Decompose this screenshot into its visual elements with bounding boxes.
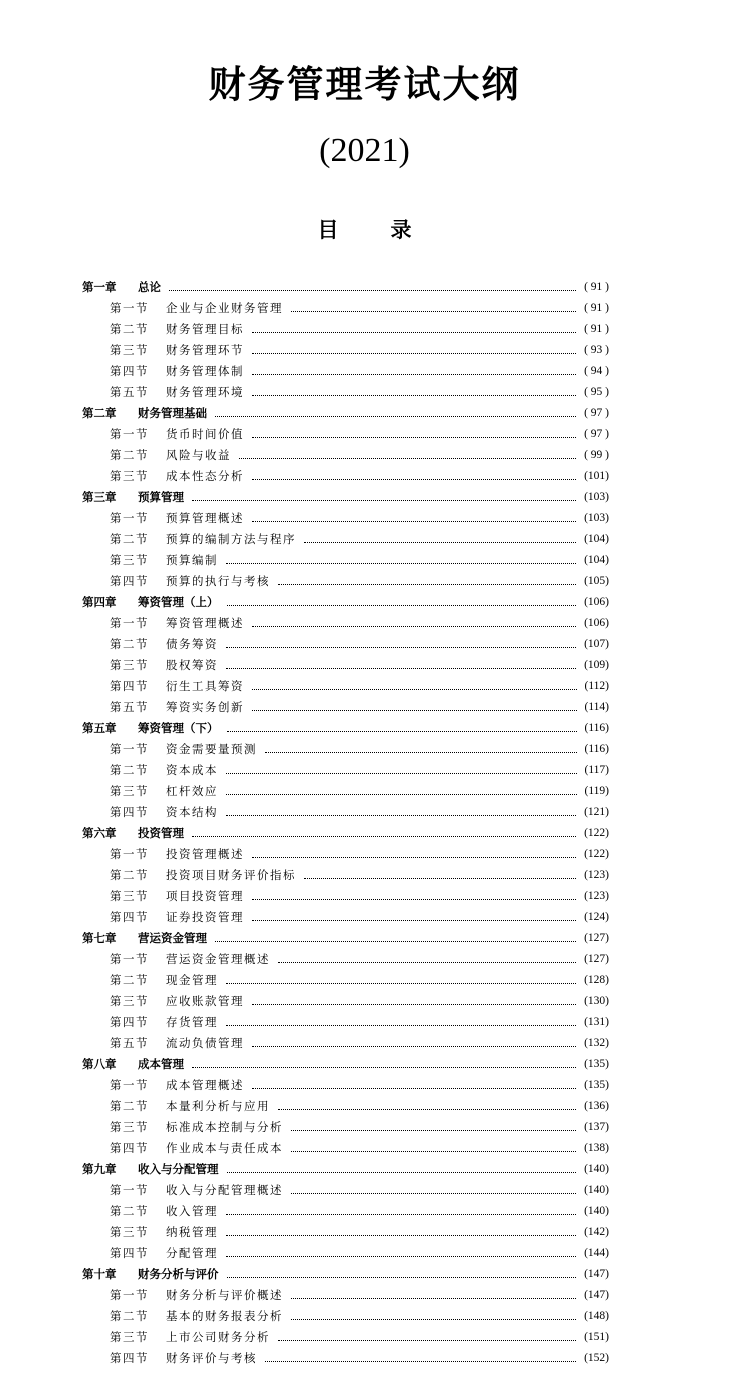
chapter-title: 财务管理基础 xyxy=(138,406,207,420)
toc-section-entry xyxy=(82,1033,609,1054)
toc-section-entry xyxy=(82,907,609,928)
page-number: (140) xyxy=(584,1163,609,1175)
toc-section-entry xyxy=(82,1243,609,1264)
dot-leader xyxy=(252,625,576,627)
dot-leader xyxy=(226,646,576,648)
dot-leader xyxy=(192,835,576,837)
section-number: 第五节 xyxy=(110,700,149,714)
page-number: (147) xyxy=(584,1289,609,1301)
chapter-title: 总论 xyxy=(138,280,161,294)
section-title: 投资管理概述 xyxy=(166,847,244,861)
dot-leader xyxy=(252,1087,576,1089)
section-number: 第四节 xyxy=(110,1246,149,1260)
section-title: 现金管理 xyxy=(166,973,218,987)
dot-leader xyxy=(252,436,576,438)
section-title: 预算的执行与考核 xyxy=(166,574,270,588)
dot-leader xyxy=(226,1234,576,1236)
section-number: 第四节 xyxy=(110,1351,149,1365)
page-number: (148) xyxy=(584,1310,609,1322)
chapter-number: 第六章 xyxy=(82,826,117,840)
page-number: (105) xyxy=(584,575,609,587)
dot-leader xyxy=(291,1150,576,1152)
page-number: (104) xyxy=(584,554,609,566)
section-number: 第一节 xyxy=(110,1288,149,1302)
page-number: (152) xyxy=(584,1352,609,1364)
section-title: 投资项目财务评价指标 xyxy=(166,868,296,882)
section-title: 成本性态分析 xyxy=(166,469,244,483)
page-number: (122) xyxy=(584,848,609,860)
page-number: ( 97 ) xyxy=(584,407,609,419)
page-number: (127) xyxy=(584,932,609,944)
section-number: 第四节 xyxy=(110,364,149,378)
page-number: (123) xyxy=(584,890,609,902)
toc-section-entry xyxy=(82,382,609,403)
toc-section-entry xyxy=(82,802,609,823)
section-title: 本量利分析与应用 xyxy=(166,1099,270,1113)
page-number: (147) xyxy=(584,1268,609,1280)
page-number: (103) xyxy=(584,512,609,524)
section-number: 第一节 xyxy=(110,511,149,525)
toc-section-entry xyxy=(82,991,609,1012)
toc-section-entry xyxy=(82,970,609,991)
dot-leader xyxy=(226,982,576,984)
toc-section-entry xyxy=(82,1138,609,1159)
section-title: 应收账款管理 xyxy=(166,994,244,1008)
toc-section-entry xyxy=(82,739,609,760)
section-number: 第一节 xyxy=(110,952,149,966)
page-number: (128) xyxy=(584,974,609,986)
section-title: 纳税管理 xyxy=(166,1225,218,1239)
section-title: 流动负债管理 xyxy=(166,1036,244,1050)
section-number: 第三节 xyxy=(110,1120,149,1134)
section-title: 财务管理环境 xyxy=(166,385,244,399)
section-number: 第三节 xyxy=(110,469,149,483)
toc-section-entry xyxy=(82,508,609,529)
toc-section-entry xyxy=(82,1327,609,1348)
toc-section-entry xyxy=(82,550,609,571)
chapter-number: 第八章 xyxy=(82,1057,117,1071)
page-number: (123) xyxy=(584,869,609,881)
toc-heading-char-1: 目 xyxy=(317,218,339,242)
section-number: 第二节 xyxy=(110,1204,149,1218)
page-number: (122) xyxy=(584,827,609,839)
dot-leader xyxy=(291,1297,576,1299)
page-number: (127) xyxy=(584,953,609,965)
dot-leader xyxy=(278,961,576,963)
section-number: 第四节 xyxy=(110,1141,149,1155)
section-number: 第一节 xyxy=(110,742,149,756)
dot-leader xyxy=(252,352,576,354)
toc-chapter-entry xyxy=(82,403,609,424)
toc-section-entry xyxy=(82,844,609,865)
page-number: ( 99 ) xyxy=(584,449,609,461)
section-number: 第三节 xyxy=(110,889,149,903)
dot-leader xyxy=(291,1129,576,1131)
section-title: 财务管理目标 xyxy=(166,322,244,336)
toc-section-entry xyxy=(82,1222,609,1243)
toc-section-entry xyxy=(82,949,609,970)
section-number: 第二节 xyxy=(110,1099,149,1113)
page-number: (109) xyxy=(584,659,609,671)
toc-chapter-entry xyxy=(82,823,609,844)
dot-leader xyxy=(226,667,576,669)
section-number: 第四节 xyxy=(110,574,149,588)
page-number: (135) xyxy=(584,1058,609,1070)
toc-section-entry xyxy=(82,1012,609,1033)
section-title: 风险与收益 xyxy=(166,448,231,462)
chapter-number: 第二章 xyxy=(82,406,117,420)
page-number: (135) xyxy=(584,1079,609,1091)
toc-section-entry xyxy=(82,1348,609,1369)
dot-leader xyxy=(252,709,577,711)
section-title: 营运资金管理概述 xyxy=(166,952,270,966)
table-of-contents xyxy=(82,277,609,1369)
chapter-number: 第四章 xyxy=(82,595,117,609)
dot-leader xyxy=(215,415,576,417)
dot-leader xyxy=(252,373,576,375)
toc-section-entry xyxy=(82,361,609,382)
chapter-number: 第十章 xyxy=(82,1267,117,1281)
dot-leader xyxy=(304,541,576,543)
toc-chapter-entry xyxy=(82,928,609,949)
section-number: 第三节 xyxy=(110,658,149,672)
chapter-number: 第七章 xyxy=(82,931,117,945)
page-number: ( 93 ) xyxy=(584,344,609,356)
dot-leader xyxy=(226,1213,576,1215)
toc-section-entry xyxy=(82,1201,609,1222)
toc-section-entry xyxy=(82,613,609,634)
section-title: 股权筹资 xyxy=(166,658,218,672)
chapter-title: 财务分析与评价 xyxy=(138,1267,219,1281)
section-number: 第三节 xyxy=(110,553,149,567)
page-number: ( 91 ) xyxy=(584,302,609,314)
section-number: 第五节 xyxy=(110,1036,149,1050)
page-number: (107) xyxy=(584,638,609,650)
section-number: 第二节 xyxy=(110,532,149,546)
toc-section-entry xyxy=(82,781,609,802)
dot-leader xyxy=(291,310,576,312)
toc-chapter-entry xyxy=(82,1054,609,1075)
section-number: 第一节 xyxy=(110,1183,149,1197)
section-number: 第二节 xyxy=(110,868,149,882)
page-number: ( 95 ) xyxy=(584,386,609,398)
section-title: 财务分析与评价概述 xyxy=(166,1288,283,1302)
chapter-title: 收入与分配管理 xyxy=(138,1162,219,1176)
dot-leader xyxy=(252,394,576,396)
dot-leader xyxy=(169,289,576,291)
section-title: 项目投资管理 xyxy=(166,889,244,903)
dot-leader xyxy=(252,919,576,921)
section-title: 企业与企业财务管理 xyxy=(166,301,283,315)
toc-section-entry xyxy=(82,676,609,697)
toc-section-entry xyxy=(82,1306,609,1327)
chapter-title: 投资管理 xyxy=(138,826,184,840)
dot-leader xyxy=(227,1276,577,1278)
section-title: 财务管理环节 xyxy=(166,343,244,357)
page-number: (142) xyxy=(584,1226,609,1238)
dot-leader xyxy=(291,1318,576,1320)
dot-leader xyxy=(278,1339,576,1341)
toc-section-entry xyxy=(82,1075,609,1096)
section-title: 财务评价与考核 xyxy=(166,1351,257,1365)
page-number: (131) xyxy=(584,1016,609,1028)
toc-section-entry xyxy=(82,424,609,445)
section-title: 衍生工具筹资 xyxy=(166,679,244,693)
dot-leader xyxy=(252,520,576,522)
page-number: (124) xyxy=(584,911,609,923)
toc-section-entry xyxy=(82,634,609,655)
dot-leader xyxy=(252,688,577,690)
dot-leader xyxy=(252,478,576,480)
section-title: 杠杆效应 xyxy=(166,784,218,798)
section-title: 筹资管理概述 xyxy=(166,616,244,630)
document-title: 财务管理考试大纲 xyxy=(208,62,521,106)
section-title: 预算管理概述 xyxy=(166,511,244,525)
section-number: 第二节 xyxy=(110,973,149,987)
section-number: 第四节 xyxy=(110,1015,149,1029)
toc-section-entry xyxy=(82,697,609,718)
dot-leader xyxy=(265,1360,576,1362)
dot-leader xyxy=(226,562,576,564)
dot-leader xyxy=(227,730,577,732)
dot-leader xyxy=(227,1171,577,1173)
toc-section-entry xyxy=(82,886,609,907)
toc-section-entry xyxy=(82,298,609,319)
chapter-number: 第一章 xyxy=(82,280,117,294)
section-number: 第二节 xyxy=(110,763,149,777)
page-number: (140) xyxy=(584,1184,609,1196)
toc-heading-char-2: 录 xyxy=(390,218,412,242)
page-number: (121) xyxy=(584,806,609,818)
section-number: 第三节 xyxy=(110,994,149,1008)
section-number: 第三节 xyxy=(110,1330,149,1344)
page-number: ( 91 ) xyxy=(584,323,609,335)
dot-leader xyxy=(226,1255,576,1257)
toc-chapter-entry xyxy=(82,1159,609,1180)
page-number: (140) xyxy=(584,1205,609,1217)
section-number: 第一节 xyxy=(110,427,149,441)
dot-leader xyxy=(252,331,576,333)
section-title: 作业成本与责任成本 xyxy=(166,1141,283,1155)
section-number: 第二节 xyxy=(110,1309,149,1323)
page-number: (101) xyxy=(584,470,609,482)
chapter-number: 第九章 xyxy=(82,1162,117,1176)
dot-leader xyxy=(192,499,576,501)
toc-chapter-entry xyxy=(82,277,609,298)
toc-section-entry xyxy=(82,1285,609,1306)
toc-chapter-entry xyxy=(82,592,609,613)
toc-section-entry xyxy=(82,319,609,340)
dot-leader xyxy=(265,751,577,753)
dot-leader xyxy=(215,940,576,942)
section-title: 预算的编制方法与程序 xyxy=(166,532,296,546)
section-number: 第二节 xyxy=(110,322,149,336)
section-title: 收入管理 xyxy=(166,1204,218,1218)
section-title: 财务管理体制 xyxy=(166,364,244,378)
chapter-title: 成本管理 xyxy=(138,1057,184,1071)
toc-section-entry xyxy=(82,529,609,550)
dot-leader xyxy=(226,772,577,774)
section-title: 上市公司财务分析 xyxy=(166,1330,270,1344)
page-number: (130) xyxy=(584,995,609,1007)
page-number: (116) xyxy=(584,722,609,734)
section-number: 第一节 xyxy=(110,847,149,861)
page-number: (103) xyxy=(584,491,609,503)
toc-section-entry xyxy=(82,655,609,676)
page-number: ( 97 ) xyxy=(584,428,609,440)
toc-section-entry xyxy=(82,760,609,781)
section-number: 第二节 xyxy=(110,448,149,462)
page-number: ( 91 ) xyxy=(584,281,609,293)
page-number: (117) xyxy=(584,764,609,776)
section-number: 第一节 xyxy=(110,301,149,315)
toc-section-entry xyxy=(82,1180,609,1201)
chapter-title: 预算管理 xyxy=(138,490,184,504)
toc-chapter-entry xyxy=(82,718,609,739)
section-number: 第三节 xyxy=(110,1225,149,1239)
toc-heading xyxy=(0,214,729,246)
section-number: 第二节 xyxy=(110,637,149,651)
toc-section-entry xyxy=(82,445,609,466)
section-number: 第三节 xyxy=(110,784,149,798)
dot-leader xyxy=(226,793,577,795)
page-number: (132) xyxy=(584,1037,609,1049)
section-number: 第四节 xyxy=(110,910,149,924)
page-number: (112) xyxy=(584,680,609,692)
dot-leader xyxy=(227,604,577,606)
section-title: 债务筹资 xyxy=(166,637,218,651)
page-number: (116) xyxy=(584,743,609,755)
section-title: 资本成本 xyxy=(166,763,218,777)
section-number: 第四节 xyxy=(110,805,149,819)
page-number: (137) xyxy=(584,1121,609,1133)
section-title: 资本结构 xyxy=(166,805,218,819)
section-number: 第一节 xyxy=(110,616,149,630)
chapter-title: 筹资管理（下） xyxy=(138,721,219,735)
toc-chapter-entry xyxy=(82,487,609,508)
toc-chapter-entry xyxy=(82,1264,609,1285)
dot-leader xyxy=(252,898,576,900)
toc-section-entry xyxy=(82,1096,609,1117)
section-title: 成本管理概述 xyxy=(166,1078,244,1092)
section-title: 标准成本控制与分析 xyxy=(166,1120,283,1134)
chapter-number: 第三章 xyxy=(82,490,117,504)
dot-leader xyxy=(304,877,576,879)
section-title: 存货管理 xyxy=(166,1015,218,1029)
page-number: (144) xyxy=(584,1247,609,1259)
dot-leader xyxy=(252,856,576,858)
page-number: (104) xyxy=(584,533,609,545)
dot-leader xyxy=(226,1024,576,1026)
document-year: (2021) xyxy=(319,132,410,169)
dot-leader xyxy=(252,1045,576,1047)
toc-section-entry xyxy=(82,865,609,886)
page-number: (119) xyxy=(584,785,609,797)
page-number: (136) xyxy=(584,1100,609,1112)
dot-leader xyxy=(252,1003,576,1005)
section-title: 货币时间价值 xyxy=(166,427,244,441)
chapter-title: 筹资管理（上） xyxy=(138,595,219,609)
chapter-number: 第五章 xyxy=(82,721,117,735)
page-number: (138) xyxy=(584,1142,609,1154)
dot-leader xyxy=(192,1066,576,1068)
toc-section-entry xyxy=(82,340,609,361)
section-title: 证券投资管理 xyxy=(166,910,244,924)
section-title: 基本的财务报表分析 xyxy=(166,1309,283,1323)
section-title: 收入与分配管理概述 xyxy=(166,1183,283,1197)
page-number: (106) xyxy=(584,617,609,629)
section-number: 第五节 xyxy=(110,385,149,399)
section-title: 资金需要量预测 xyxy=(166,742,257,756)
section-title: 预算编制 xyxy=(166,553,218,567)
toc-section-entry xyxy=(82,1117,609,1138)
section-title: 分配管理 xyxy=(166,1246,218,1260)
page-number: ( 94 ) xyxy=(584,365,609,377)
chapter-title: 营运资金管理 xyxy=(138,931,207,945)
dot-leader xyxy=(226,814,576,816)
dot-leader xyxy=(239,457,576,459)
toc-section-entry xyxy=(82,571,609,592)
dot-leader xyxy=(278,583,576,585)
dot-leader xyxy=(291,1192,576,1194)
section-title: 筹资实务创新 xyxy=(166,700,244,714)
page-number: (106) xyxy=(584,596,609,608)
section-number: 第一节 xyxy=(110,1078,149,1092)
dot-leader xyxy=(278,1108,576,1110)
toc-section-entry xyxy=(82,466,609,487)
section-number: 第三节 xyxy=(110,343,149,357)
page-number: (114) xyxy=(584,701,609,713)
page-number: (151) xyxy=(584,1331,609,1343)
section-number: 第四节 xyxy=(110,679,149,693)
